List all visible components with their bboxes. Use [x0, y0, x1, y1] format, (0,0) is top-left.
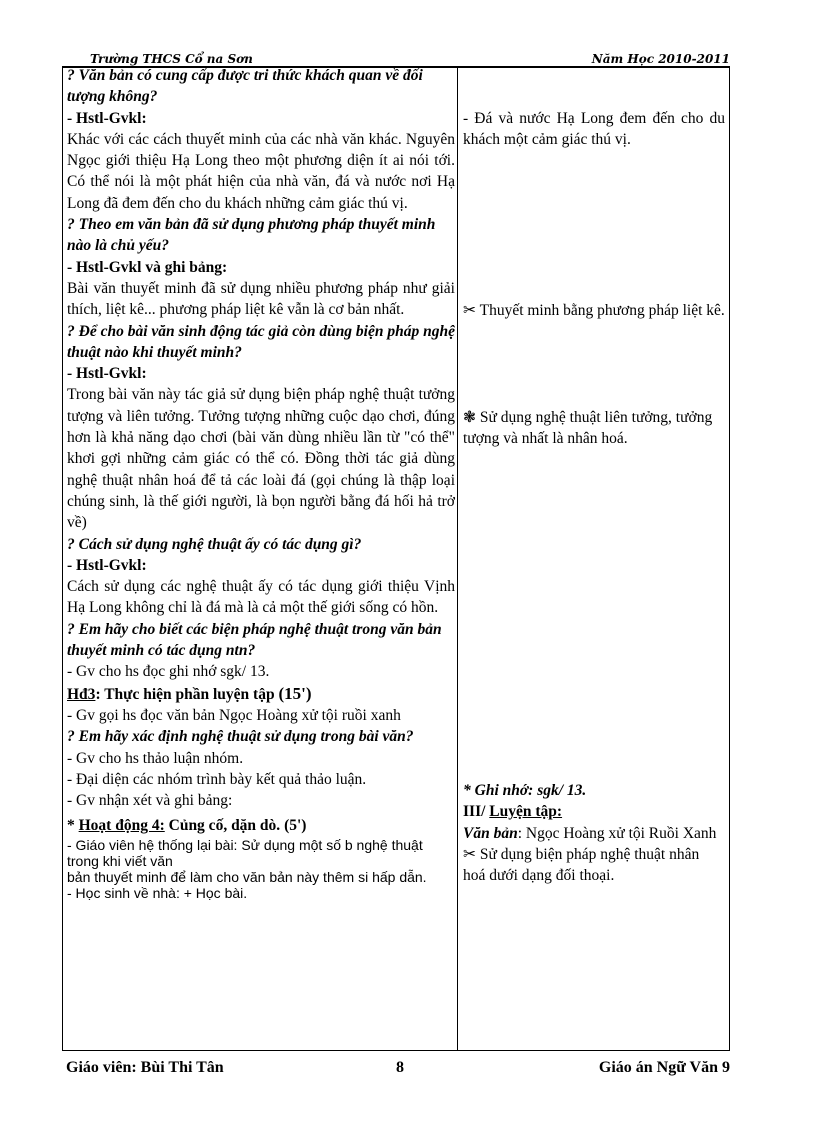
practice-answer: Sử dụng biện pháp nghệ thuật nhân hoá dưới dạng đối thoại. [463, 845, 700, 885]
answer-2: Bài văn thuyết minh đã sử dụng nhiều phương pháp như giải thích, liệt kê... phương pháp liệt kê vẫn là cơ bản nhất. [67, 279, 455, 319]
summary-block [67, 837, 455, 902]
activity-4-title: Củng cố, dặn dò. [164, 817, 285, 835]
note-2 [463, 300, 725, 321]
question-2: ? Theo em văn bản đã sử dụng phương pháp thuyết minh nào là chủ yếu? [67, 216, 436, 255]
question-6: ? Em hãy xác định nghệ thuật sử dụng trong bài văn? [67, 728, 414, 746]
practice-number: III/ [463, 803, 490, 821]
scissors-icon: ✂ [463, 845, 476, 863]
footer-subject: Giáo án Ngữ Văn 9 [598, 1059, 730, 1076]
answer-3: Trong bài văn này tác giả sử dụng biện pháp nghệ thuật tưởng tượng và liên tưởng. Tưởng tượng những cuộc dạo chơi, đúng hơn là khả năng dạo chơi (bài văn dùng nhiều lần từ "có thể" khơi gợi những cảm giác có thể có. Đồng thời tác giả dùng nghệ thuật nhân hoá để tả các loài đá (gọi chúng là thập loại chúng sinh, là thế giới người, là bọn người bằng đá hối hả trở về) [67, 386, 455, 532]
note-2-text: Thuyết minh bằng phương pháp liệt kê. [476, 302, 725, 319]
text-label: Văn bản [463, 824, 518, 842]
answer-label-4: - Hstl-Gvkl: [67, 556, 147, 574]
activity-4-star: * [67, 817, 79, 835]
remember-note: * Ghi nhớ: sgk/ 13. [463, 782, 587, 799]
summary-line-3: - Học sinh về nhà: + Học bài. [67, 885, 248, 902]
answer-label-3: - Hstl-Gvkl: [67, 365, 147, 383]
school-year: Năm Học 2010-2011 [591, 52, 730, 66]
question-5: ? Em hãy cho biết các biện pháp nghệ thuật trong văn bản thuyết minh có tác dụng ntn? [67, 620, 442, 660]
activity-4-label: Hoạt động 4: [78, 817, 165, 835]
note-3-text: Sử dụng nghệ thuật liên tưởng, tưởng tượng và nhất là nhân hoá. [463, 409, 713, 448]
text-title: : Ngọc Hoàng xử tội Ruồi Xanh [517, 824, 717, 842]
scissors-icon: ✂ [463, 302, 476, 319]
school-name: Trường THCS Cổ na Sơn [90, 52, 253, 66]
instruction-1: - Gv cho hs đọc ghi nhớ sgk/ 13. [67, 663, 270, 681]
question-1: ? Văn bản có cung cấp được tri thức khách quan về đối tượng không? [67, 67, 423, 106]
note-1-text: - Đá và nước Hạ Long đem đến cho du khách một cảm giác thú vị. [463, 110, 725, 149]
note-3 [463, 407, 725, 450]
instruction-4: - Đại diện các nhóm trình bày kết quả thảo luận. [67, 770, 367, 788]
teacher-activity-column [67, 65, 455, 902]
answer-1: Khác với các cách thuyết minh của các nhà văn khác. Nguyên Ngọc giới thiệu Hạ Long theo một phương diện ít ai nói tới. Có thể nói là một phát hiện của nhà văn, đá và nước nơi Hạ Long đã đem đến cho du khách những cảm giác thú vị. [67, 130, 455, 212]
summary-line-1: - Giáo viên hệ thống lại bài: Sử dụng một số b nghệ thuật trong khi viết văn [67, 836, 423, 869]
activity-4-time: (5') [284, 817, 307, 835]
lesson-table [62, 67, 730, 1051]
activity-3-title: : Thực hiện phần luyện tập [95, 685, 279, 703]
activity-4-heading [67, 815, 455, 836]
activity-3-time: (15') [278, 683, 312, 703]
column-divider [457, 67, 458, 1050]
instruction-2: - Gv gọi hs đọc văn bản Ngọc Hoàng xử tội ruồi xanh [67, 706, 401, 724]
flower-icon: ❃ [463, 409, 476, 426]
question-3: ? Để cho bài văn sinh động tác giả còn dùng biện pháp nghệ thuật nào khi thuyết minh? [67, 322, 455, 361]
practice-text [463, 823, 725, 844]
instruction-3: - Gv cho hs thảo luận nhóm. [67, 749, 244, 767]
practice-title: Luyện tập: [489, 803, 563, 821]
answer-label-1: - Hstl-Gvkl: [67, 109, 147, 127]
note-1 [463, 108, 725, 151]
footer-teacher: Giáo viên: Bùi Thi Tân [66, 1059, 224, 1076]
answer-4: Cách sử dụng các nghệ thuật ấy có tác dụng giới thiệu Vịnh Hạ Long không chỉ là đá mà là cả một thế giới sống có hồn. [67, 578, 455, 617]
footer-page-number: 8 [396, 1059, 404, 1076]
activity-3-label: Hđ3 [67, 685, 96, 703]
activity-3-heading [67, 683, 455, 705]
practice-notes [463, 780, 725, 886]
answer-label-2: - Hstl-Gvkl và ghi bảng: [67, 258, 228, 276]
instruction-5: - Gv nhận xét và ghi bảng: [67, 792, 233, 810]
page-header [90, 52, 730, 66]
practice-heading [463, 801, 725, 822]
question-4: ? Cách sử dụng nghệ thuật ấy có tác dụng gì? [67, 535, 362, 553]
summary-line-2: bản thuyết minh để làm cho văn bản này thêm si hấp dẫn. [67, 869, 427, 886]
